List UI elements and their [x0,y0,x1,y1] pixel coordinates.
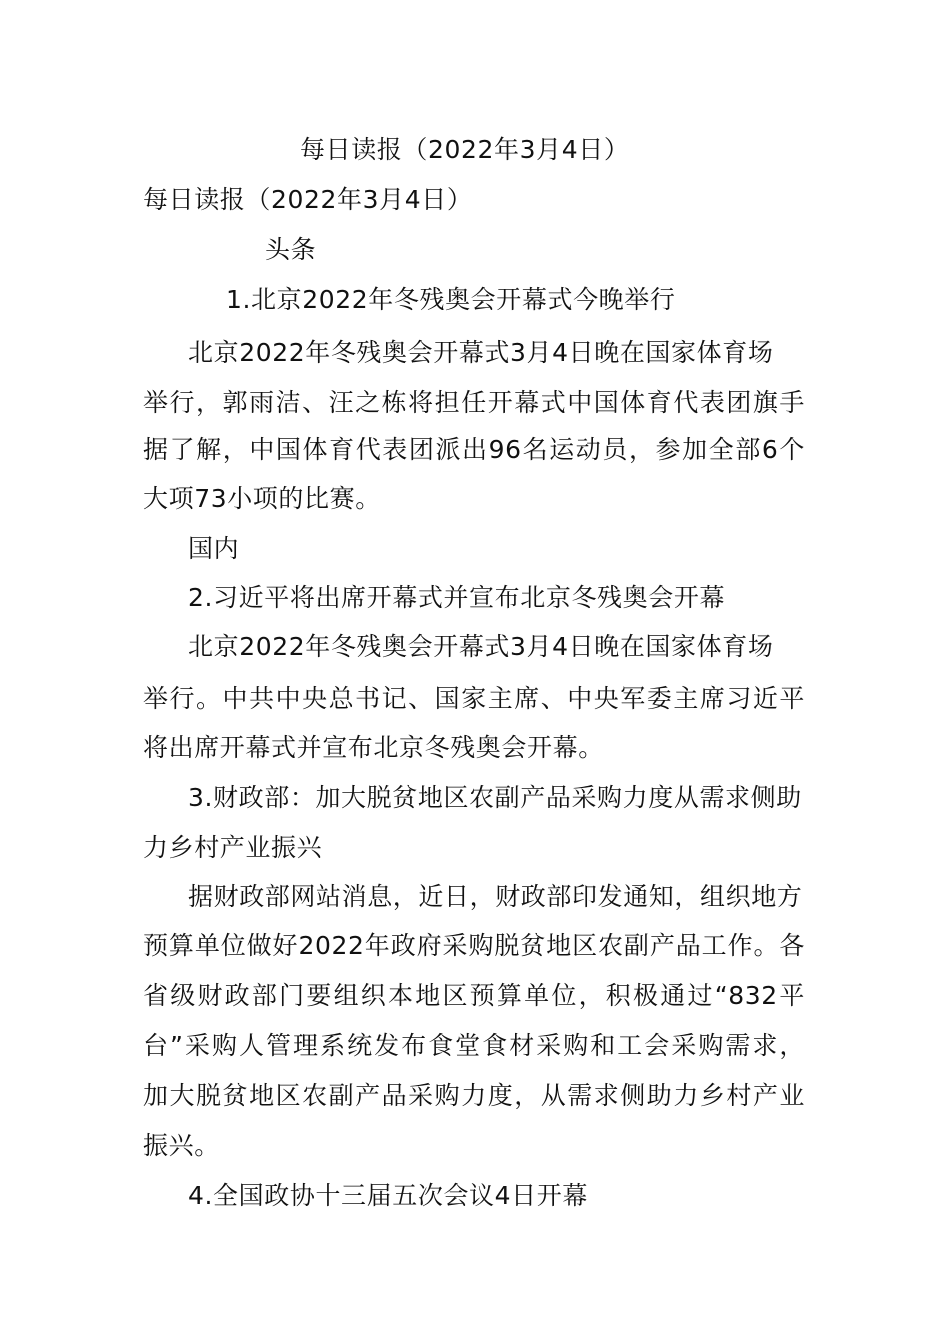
item-4-heading: 4.全国政协十三届五次会议4日开幕 [188,1181,588,1210]
page-subtitle: 每日读报（2022年3月4日） [143,185,473,214]
item-3-body-line: 预算单位做好2022年政府采购脱贫地区农副产品工作。各 [143,931,805,960]
item-3-heading: 3.财政部：加大脱贫地区农副产品采购力度从需求侧助 [188,783,802,812]
item-1-body-line: 大项73小项的比赛。 [143,484,381,513]
item-3-heading: 力乡村产业振兴 [143,833,323,862]
item-1-body-line: 北京2022年冬残奥会开幕式3月4日晚在国家体育场 [188,338,774,367]
item-3-body-line: 台”采购人管理系统发布食堂食材采购和工会采购需求， [143,1031,805,1060]
item-3-body-line: 振兴。 [143,1131,220,1160]
item-1-heading: 1.北京2022年冬残奥会开幕式今晚举行 [226,285,676,314]
section-heading-domestic: 国内 [188,534,240,563]
item-3-body-line: 省级财政部门要组织本地区预算单位，积极通过“832平 [143,981,805,1010]
item-3-body-line: 据财政部网站消息，近日，财政部印发通知，组织地方 [188,882,803,911]
page-title: 每日读报（2022年3月4日） [300,135,630,164]
item-2-body-line: 北京2022年冬残奥会开幕式3月4日晚在国家体育场 [188,632,774,661]
item-1-body-line: 举行，郭雨洁、汪之栋将担任开幕式中国体育代表团旗手 [143,388,805,417]
section-heading-headline: 头条 [265,235,317,264]
item-1-body-line: 据了解，中国体育代表团派出96名运动员，参加全部6个 [143,435,805,464]
item-2-body-line: 举行。中共中央总书记、国家主席、中央军委主席习近平 [143,684,805,713]
item-3-body-line: 加大脱贫地区农副产品采购力度，从需求侧助力乡村产业 [143,1081,805,1110]
item-2-heading: 2.习近平将出席开幕式并宣布北京冬残奥会开幕 [188,583,726,612]
item-2-body-line: 将出席开幕式并宣布北京冬残奥会开幕。 [143,733,604,762]
